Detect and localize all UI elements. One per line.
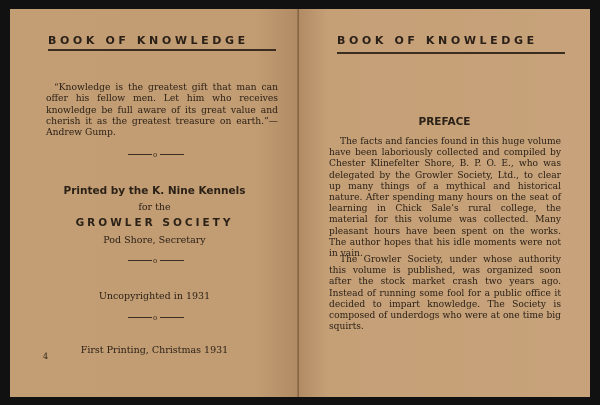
preface-paragraph: The facts and fancies found in this huge volume have been laboriously collected and compiled by Chester Klinefelter Shore, B. P. O. E., who was delegated by the Growler Society, Ltd., to clear up many things of a mythical and historical nature. After spending many hours on the seat of learning in Chick Sale’s rural college, the material for this volume was collected. Many pleasant hours have been spent on the works. The author hopes that his idle moments were not in vain. [329, 137, 561, 260]
secretary-line: Pod Shore, Secretary [103, 235, 206, 246]
ornament-divider: o [128, 151, 184, 159]
running-head-left: BOOK OF KNOWLEDGE [48, 34, 249, 47]
printed-by: Printed by the K. Nine Kennels [63, 185, 246, 197]
society-name: GROWLER SOCIETY [75, 217, 234, 229]
right-page [299, 9, 590, 397]
page-number: 4 [43, 352, 49, 361]
running-head-right: BOOK OF KNOWLEDGE [337, 34, 538, 47]
left-page [10, 9, 299, 397]
ornament-divider: o [128, 314, 184, 322]
first-printing: First Printing, Christmas 1931 [80, 345, 229, 356]
preface-title: PREFACE [418, 116, 471, 128]
copyright-line: Uncopyrighted in 1931 [98, 291, 211, 302]
for-the: for the [138, 202, 171, 213]
ornament-divider: o [128, 257, 184, 265]
preface-paragraph: The Growler Society, under whose authority this volume is published, was organized soon after the stock market crash two years ago. Instead of running some fool for a public office it decided to impart knowledge. The Society is composed of underdogs who were at one time big squirts. [329, 255, 561, 333]
running-head-rule-left [48, 49, 276, 51]
epigraph-quote: “Knowledge is the greatest gift that man can offer his fellow men. Let him who receives knowledge be full aware of its great value and cherish it as the greatest treasure on earth.”—Andrew Gump. [46, 82, 278, 139]
book-spread [10, 9, 590, 397]
running-head-rule-right [337, 52, 565, 54]
